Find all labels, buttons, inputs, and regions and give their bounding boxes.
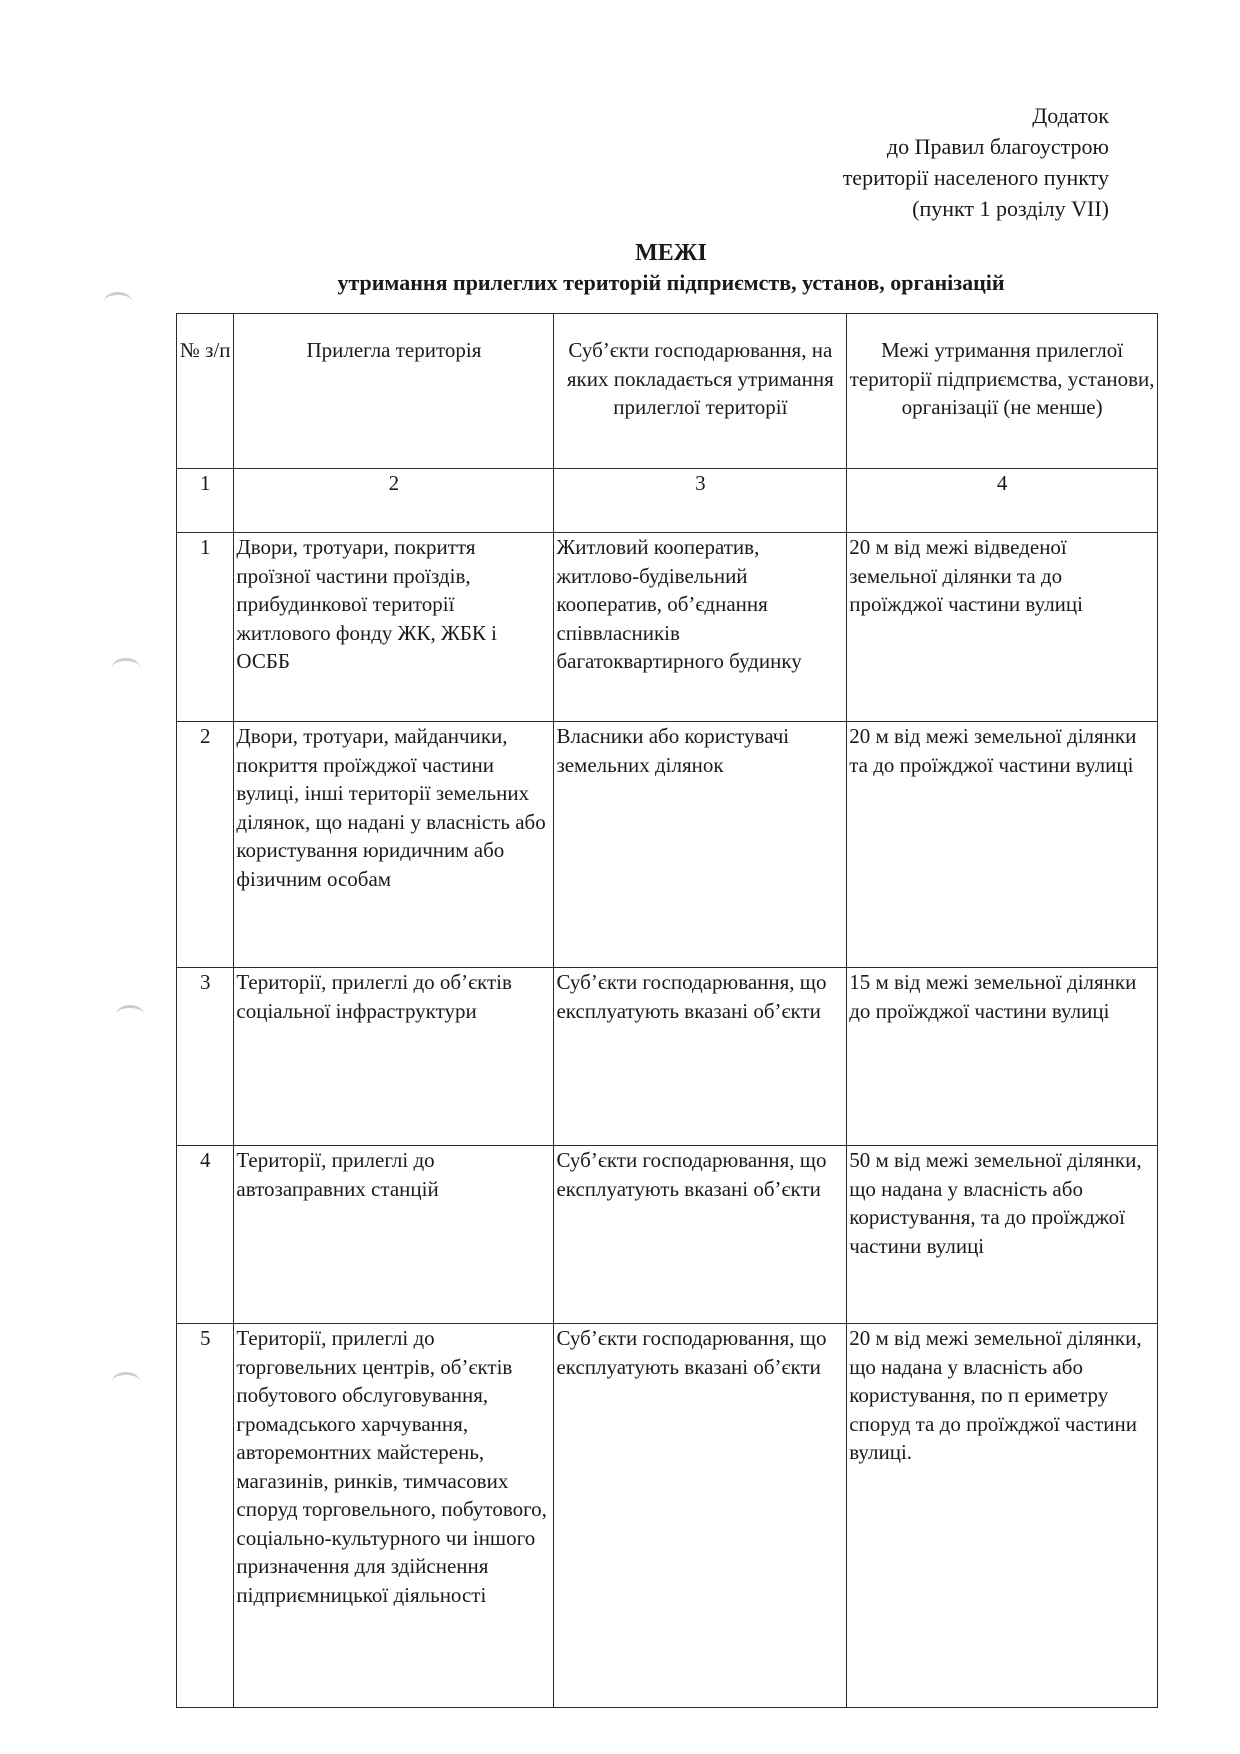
header-entities: [554, 314, 847, 469]
territory-cell: Території, прилеглі до автозаправних станцій: [234, 1146, 554, 1324]
row-number: 2: [177, 722, 234, 968]
table-header-row: [177, 314, 1158, 469]
row-number: 3: [177, 968, 234, 1146]
header-number-label: № з/п: [179, 338, 231, 362]
table-row: [177, 1324, 1158, 1708]
appendix-header: [843, 100, 1109, 224]
header-entities-label: Суб’єкти господарювання, на яких покладається утримання прилеглої території: [566, 338, 834, 419]
header-limits: [847, 314, 1158, 469]
header-limits-label: Межі утримання прилеглої території підприємства, установи, організації (не менше): [849, 338, 1155, 419]
table-row: [177, 968, 1158, 1146]
document-title: [176, 238, 1166, 298]
column-number: 2: [234, 469, 554, 533]
limits-cell: 50 м від межі земельної ділянки, що надана у власність або користування, та до проїжджої частини вулиці: [847, 1146, 1158, 1324]
territory-cell: Двори, тротуари, покриття проїзної частини проїздів, прибудинкової території житлового фонду ЖК, ЖБК і ОСББ: [234, 533, 554, 722]
entities-cell: Суб’єкти господарювання, що експлуатують вказані об’єкти: [554, 968, 847, 1146]
punch-hole-mark: [116, 1005, 144, 1024]
header-territory: [234, 314, 554, 469]
row-number: 5: [177, 1324, 234, 1708]
boundaries-table: [176, 313, 1158, 1708]
appendix-line: Додаток: [1032, 103, 1109, 128]
row-number: 4: [177, 1146, 234, 1324]
punch-hole-mark: [104, 292, 132, 311]
appendix-line: (пункт 1 розділу VII): [912, 196, 1109, 221]
territory-cell: Двори, тротуари, майданчики, покриття проїжджої частини вулиці, інші території земельних ділянок, що надані у власність або користування юридичним або фізичним особам: [234, 722, 554, 968]
row-number: 1: [177, 533, 234, 722]
header-territory-label: Прилегла територія: [306, 338, 482, 362]
entities-cell: Власники або користувачі земельних ділянок: [554, 722, 847, 968]
limits-cell: 15 м від межі земельної ділянки до проїжджої частини вулиці: [847, 968, 1158, 1146]
title-subtitle: утримання прилеглих територій підприємств, установ, організацій: [337, 270, 1005, 295]
column-number: 4: [847, 469, 1158, 533]
title-main: МЕЖІ: [635, 240, 707, 266]
appendix-line: території населеного пункту: [842, 165, 1109, 190]
table-row: [177, 533, 1158, 722]
table-row: [177, 1146, 1158, 1324]
limits-cell: 20 м від межі відведеної земельної ділянки та до проїжджої частини вулиці: [847, 533, 1158, 722]
table-row: [177, 722, 1158, 968]
appendix-line: до Правил благоустрою: [886, 134, 1109, 159]
column-number: 1: [177, 469, 234, 533]
entities-cell: Житловий кооператив, житлово-будівельний кооператив, об’єднання співвласників багатоквартирного будинку: [554, 533, 847, 722]
territory-cell: Території, прилеглі до торговельних центрів, об’єктів побутового обслуговування, громадського харчування, авторемонтних майстерень, магазинів, ринків, тимчасових споруд торговельного, побутового, соціально-культурного чи іншого призначення для здійснення підприємницької діяльності: [234, 1324, 554, 1708]
punch-hole-mark: [112, 1372, 140, 1391]
limits-cell: 20 м від межі земельної ділянки, що надана у власність або користування, по п ериметру споруд та до проїжджої частини вулиці.: [847, 1324, 1158, 1708]
header-number: [177, 314, 234, 469]
column-number: 3: [554, 469, 847, 533]
entities-cell: Суб’єкти господарювання, що експлуатують вказані об’єкти: [554, 1324, 847, 1708]
limits-cell: 20 м від межі земельної ділянки та до проїжджої частини вулиці: [847, 722, 1158, 968]
entities-cell: Суб’єкти господарювання, що експлуатують вказані об’єкти: [554, 1146, 847, 1324]
territory-cell: Території, прилеглі до об’єктів соціальної інфраструктури: [234, 968, 554, 1146]
punch-hole-mark: [112, 658, 140, 677]
column-number-row: [177, 469, 1158, 533]
